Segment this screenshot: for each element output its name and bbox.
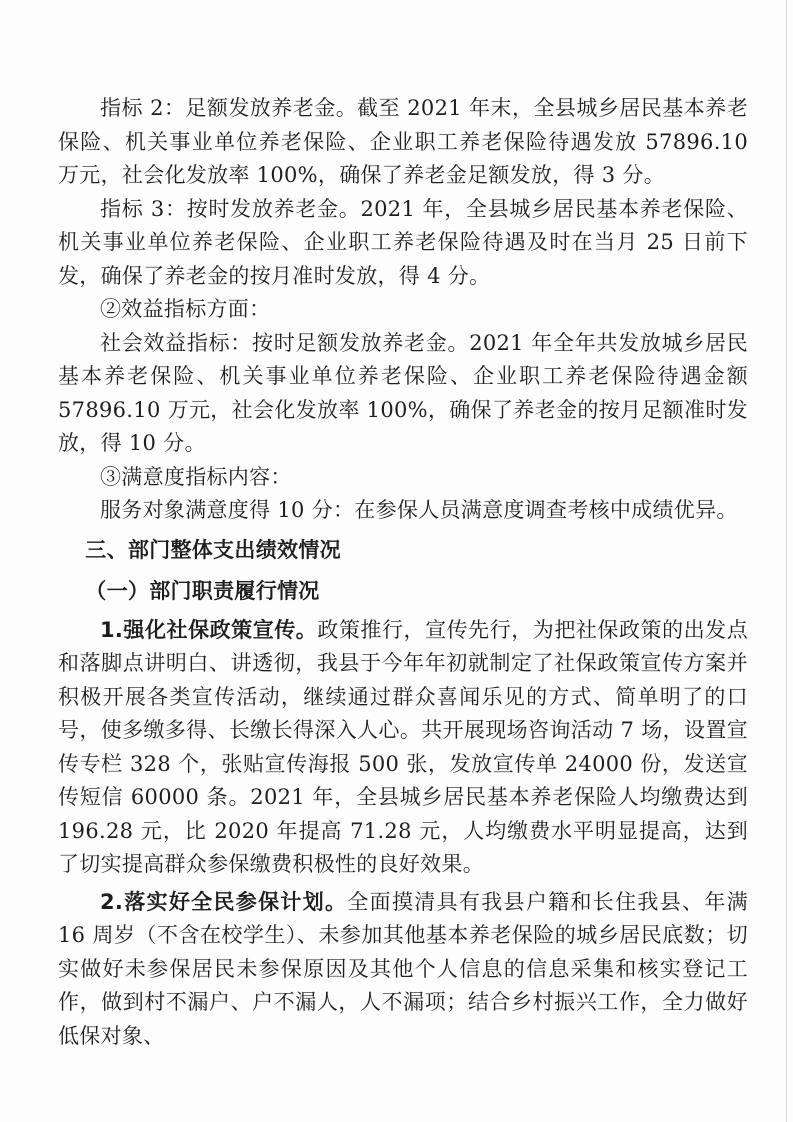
paragraph-satisfaction: 服务对象满意度得 10 分：在参保人员满意度调查考核中成绩优异。 [100,498,738,522]
paragraph-benefit-heading: ②效益指标方面： [100,297,271,321]
paragraph-indicator-3: 指标 3：按时发放养老金。2021 年，全县城乡居民基本养老保险、机关事业单位养老保险、企业职工养老保险待遇及时在当月 25 日前下发，确保了养老金的按月准时发放，得 4 分。 [58,196,748,288]
item-1-lead: 1.强化社保政策宣传。 [100,617,318,642]
paragraph-social-benefit: 社会效益指标：按时足额发放养老金。2021 年全年共发放城乡居民基本养老保险、机关事业单位养老保险、企业职工养老保险待遇金额 57896.10 万元，社会化发放率 100%，确保了养老金的按月足额准时发放，得 10 分。 [58,330,748,455]
paragraph-item-2 [58,886,748,1054]
section-heading: 三、部门整体支出绩效情况 [85,537,341,562]
item-2-body: 全面摸清具有我县户籍和长住我县、年满 16 周岁（不含在校学生）、未参加其他基本养老保险的城乡居民底数；切实做好未参保居民未参保原因及其他个人信息的信息采集和核实登记工作，做到村不漏户、户不漏人，人不漏项；结合乡村振兴工作，全力做好低保对象、 [58,889,748,1048]
scan-edge-line [786,0,787,1122]
paragraph-satisfaction-heading: ③满意度指标内容： [100,464,292,489]
item-2-lead: 2.落实好全民参保计划。 [100,889,348,914]
paragraph-indicator-2: 指标 2：足额发放养老金。截至 2021 年末，全县城乡居民基本养老保险、机关事业单位养老保险、企业职工养老保险待遇发放 57896.10 万元，社会化发放率 100%，确保了养老金足额发放，得 3 分。 [58,96,748,187]
subsection-heading: （一）部门职责履行情况 [85,578,320,603]
item-1-body: 政策推行，宣传先行，为把社保政策的出发点和落脚点讲明白、讲透彻，我县于今年年初就制定了社保政策宣传方案并积极开展各类宣传活动，继续通过群众喜闻乐见的方式、简单明了的口号，使多缴多得、长缴长得深入人心。共开展现场咨询活动 7 场，设置宣传专栏 328 个，张贴宣传海报 500 张，发放宣传单 24000 份，发送宣传短信 60000 条。2021 年，全县城乡居民基本养老保险人均缴费达到 196.28 元，比 2020 年提高 71.28 元，人均缴费水平明显提高，达到了切实提高群众参保缴费积极性的良好效果。 [58,617,748,876]
paragraph-item-1 [58,614,748,882]
document-body [58,92,748,1053]
